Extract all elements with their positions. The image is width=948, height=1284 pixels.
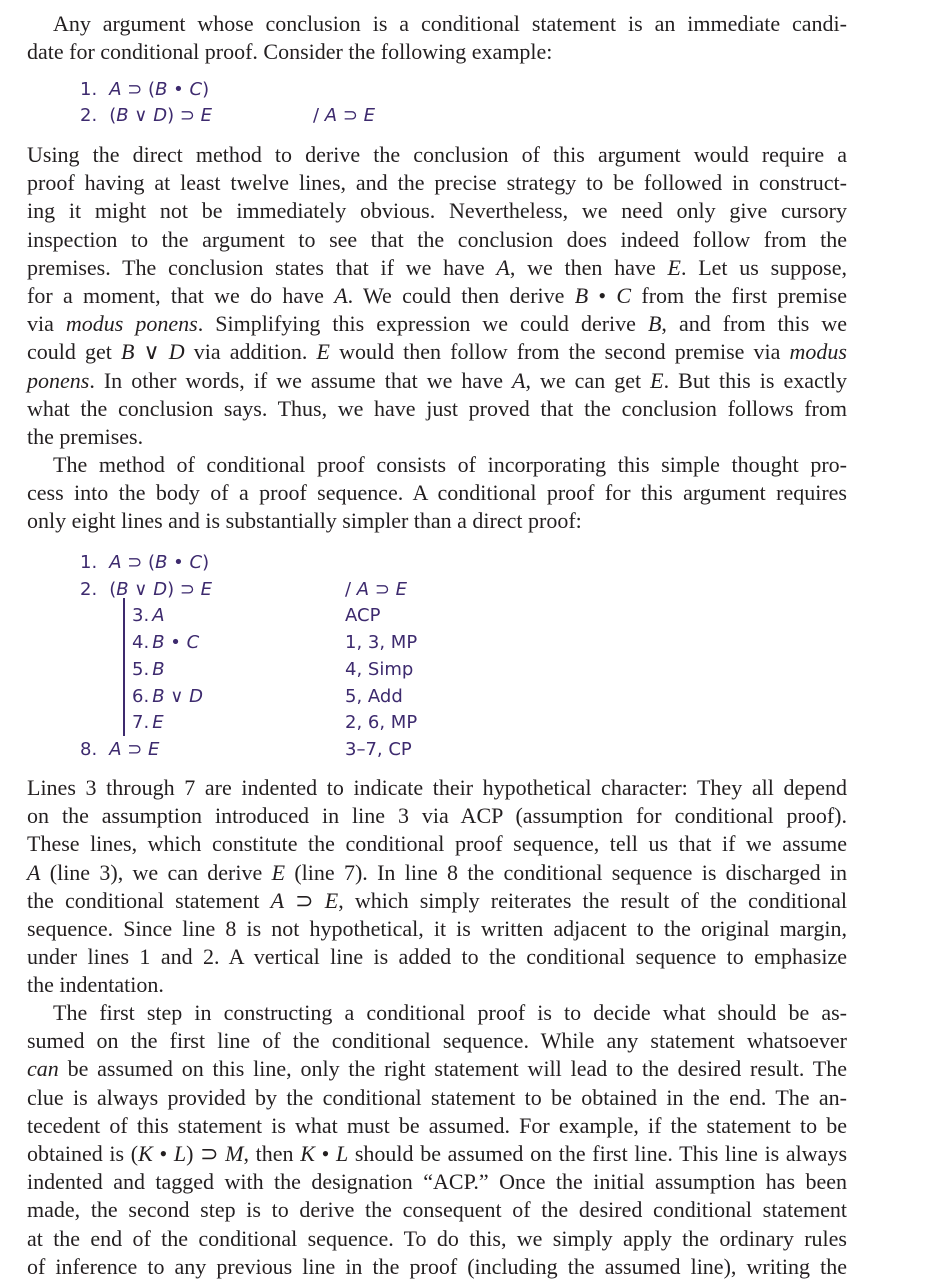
text-run: for a moment, that we do have xyxy=(27,282,335,308)
text-run: The method of conditional proof consists of incorporating this simple thought pro- xyxy=(53,452,847,477)
line-number: 1. xyxy=(80,79,98,100)
text-run: • xyxy=(314,1140,336,1166)
text-run: would then follow from the second premise via xyxy=(329,339,790,365)
text-run: , we then have xyxy=(509,254,668,280)
text-line xyxy=(27,423,847,451)
text-line xyxy=(27,1027,847,1055)
text-run: ∨ xyxy=(128,105,154,126)
italic-text: B xyxy=(152,632,165,654)
text-line xyxy=(27,1253,847,1281)
italic-text: E xyxy=(200,105,213,126)
text-run: cess into the body of a proof sequence. A conditional proof for this argument requires xyxy=(27,480,847,506)
italic-text: A xyxy=(270,887,285,913)
italic-text: B xyxy=(647,311,662,337)
justification xyxy=(345,603,380,629)
text-run: • xyxy=(588,282,617,308)
text-line xyxy=(27,254,847,282)
italic-text: E xyxy=(271,859,286,885)
text-line xyxy=(27,282,847,310)
text-run: . Simplifying this expression we could derive xyxy=(197,311,648,337)
text-run: of inference to any previous line in the proof (including the assumed line), writing the xyxy=(27,1253,847,1279)
italic-text: E xyxy=(363,105,376,126)
justification xyxy=(345,577,407,603)
text-line xyxy=(27,887,847,915)
line-number: 2. xyxy=(80,105,98,126)
text-run: • xyxy=(152,1140,174,1166)
text-line xyxy=(27,802,847,830)
text-run: ⊃ xyxy=(369,578,396,600)
text-run: 4, Simp xyxy=(345,658,414,680)
italic-text: B xyxy=(152,685,165,707)
text-line xyxy=(27,859,847,887)
italic-text: L xyxy=(335,1140,349,1166)
text-line xyxy=(27,1168,847,1196)
paragraph-direct-method xyxy=(27,141,847,451)
text-line xyxy=(27,338,847,366)
formula xyxy=(109,105,212,126)
italic-text: C xyxy=(189,79,203,100)
formula xyxy=(109,579,212,600)
text-run: (line 3), we can derive xyxy=(40,859,272,885)
proof-line-6 xyxy=(132,684,203,710)
text-run: the indentation. xyxy=(27,972,164,998)
italic-text: D xyxy=(153,105,168,126)
text-run: Any argument whose conclusion is a conditional statement is an immediate candi- xyxy=(53,11,847,36)
text-line xyxy=(27,943,847,971)
line-number: 5. xyxy=(132,658,150,680)
text-run: ∨ xyxy=(128,578,154,600)
text-run: Using the direct method to derive the conclusion of this argument would require a xyxy=(27,142,847,167)
italic-text: A xyxy=(512,367,526,393)
text-run: tecedent of this statement is what must be assumed. For example, if the statement to be xyxy=(27,1112,847,1138)
formula xyxy=(152,632,199,653)
proof-line-3 xyxy=(132,603,165,629)
italic-text: modus ponens xyxy=(65,311,198,337)
italic-text: C xyxy=(616,282,632,308)
justification xyxy=(345,630,417,656)
italic-text: E xyxy=(395,578,408,600)
line-number: 1. xyxy=(80,552,98,573)
text-line xyxy=(27,1225,847,1253)
proof-line-1 xyxy=(80,77,209,103)
text-run: / xyxy=(345,578,357,600)
paragraph-first-step xyxy=(27,999,847,1281)
line-number: 7. xyxy=(132,712,150,734)
text-line xyxy=(27,10,847,38)
paragraph-conditional-method xyxy=(27,451,847,536)
italic-text: E xyxy=(650,367,664,393)
line-number: 4. xyxy=(132,632,150,654)
italic-text: B xyxy=(152,658,165,680)
text-run: obtained is ( xyxy=(27,1140,139,1166)
conditional-sequence-bar xyxy=(123,598,125,736)
text-run: ) ⊃ xyxy=(186,1140,226,1166)
text-line xyxy=(27,38,847,66)
text-run: Lines 3 through 7 are indented to indicate their hypothetical character: They all depend xyxy=(27,775,847,800)
text-line xyxy=(27,1055,847,1083)
italic-text: D xyxy=(168,339,185,365)
text-line xyxy=(27,1140,847,1168)
paragraph-intro xyxy=(27,10,847,66)
justification xyxy=(345,684,403,710)
italic-text: A xyxy=(109,79,122,100)
text-run: clue is always provided by the conditional statement to be obtained in the end. The an- xyxy=(27,1084,847,1110)
italic-text: modus xyxy=(789,339,847,365)
text-run: ( xyxy=(109,578,117,600)
formula xyxy=(109,552,209,573)
text-line xyxy=(27,226,847,254)
line-number: 3. xyxy=(132,605,150,627)
text-run: ⊃ xyxy=(121,738,149,760)
formula xyxy=(152,712,163,733)
text-line xyxy=(27,1196,847,1224)
proof-line-1 xyxy=(80,550,209,576)
italic-text: A xyxy=(109,552,122,573)
text-run: premises. The conclusion states that if we have xyxy=(27,254,497,280)
text-line xyxy=(27,830,847,858)
italic-text: L xyxy=(173,1140,187,1166)
justification xyxy=(345,737,412,763)
italic-text: E xyxy=(200,578,213,600)
text-run: on the assumption introduced in line 3 via ACP (assumption for conditional proof). xyxy=(27,803,847,829)
italic-text: B xyxy=(155,552,168,573)
italic-text: A xyxy=(109,738,122,760)
text-run: ∨ xyxy=(134,339,169,365)
italic-text: C xyxy=(186,632,200,654)
text-run: sequence. Since line 8 is not hypothetical, it is written adjacent to the original margin, xyxy=(27,915,847,941)
text-run: could get xyxy=(27,339,121,365)
italic-text: A xyxy=(334,282,348,308)
text-line xyxy=(27,169,847,197)
text-run: / xyxy=(313,105,325,126)
italic-text: B xyxy=(155,79,168,100)
italic-text: E xyxy=(152,712,164,734)
text-run: . We could then derive xyxy=(347,282,575,308)
text-run: 2, 6, MP xyxy=(345,712,418,734)
proof-line-2 xyxy=(80,103,212,129)
text-run: • xyxy=(167,79,190,100)
italic-text: can xyxy=(27,1056,59,1082)
text-run: ) xyxy=(202,79,210,100)
proof-line-2 xyxy=(80,577,212,603)
text-run: should be assumed on the first line. This line is always xyxy=(348,1140,848,1166)
text-run: the conditional statement xyxy=(27,887,271,913)
proof-line-5 xyxy=(132,657,165,683)
italic-text: A xyxy=(324,105,338,126)
text-run: the premises. xyxy=(27,423,144,449)
text-run: ⊃ xyxy=(284,887,325,913)
italic-text: K xyxy=(300,1140,315,1166)
text-line xyxy=(27,395,847,423)
line-number: 6. xyxy=(132,685,150,707)
italic-text: E xyxy=(324,887,339,913)
text-run: from the first premise xyxy=(631,282,847,308)
text-run: , then xyxy=(243,1140,301,1166)
text-run: ( xyxy=(109,105,117,126)
text-run: . But this is exactly xyxy=(663,367,848,393)
text-run: ∨ xyxy=(164,685,190,707)
text-line xyxy=(27,1084,847,1112)
justification xyxy=(313,103,375,129)
formula xyxy=(152,605,164,626)
italic-text: K xyxy=(138,1140,153,1166)
text-line xyxy=(27,197,847,225)
italic-text: C xyxy=(189,552,203,573)
text-run: (line 7). In line 8 the conditional sequence is discharged in xyxy=(285,859,847,885)
text-run: ing it might not be immediately obvious. Nevertheless, we need only give cursory xyxy=(27,198,847,224)
text-run: These lines, which constitute the conditional proof sequence, tell us that if we assume xyxy=(27,831,847,857)
line-number: 2. xyxy=(80,578,98,600)
justification xyxy=(345,710,417,736)
text-run: ⊃ xyxy=(337,105,364,126)
text-run: date for conditional proof. Consider the following example: xyxy=(27,39,553,65)
italic-text: B xyxy=(574,282,589,308)
proof-line-7 xyxy=(132,710,164,736)
text-run: via addition. xyxy=(184,339,317,365)
italic-text: B xyxy=(116,105,129,126)
formula xyxy=(152,686,203,707)
text-line xyxy=(27,1112,847,1140)
text-line xyxy=(27,507,847,535)
italic-text: M xyxy=(225,1140,244,1166)
text-run: via xyxy=(27,311,66,337)
text-run: 1, 3, MP xyxy=(345,632,418,654)
proof-line-8 xyxy=(80,737,159,763)
text-line xyxy=(27,310,847,338)
text-run: at the end of the conditional sequence. To do this, we simply apply the ordinary rules xyxy=(27,1225,847,1251)
text-line xyxy=(27,999,847,1027)
italic-text: B xyxy=(116,578,129,600)
text-run: • xyxy=(167,552,190,573)
italic-text: ponens xyxy=(27,367,90,393)
text-run: , we can get xyxy=(525,367,651,393)
text-run: made, the second step is to derive the consequent of the desired conditional statement xyxy=(27,1197,847,1223)
italic-text: A xyxy=(356,578,370,600)
text-run: under lines 1 and 2. A vertical line is added to the conditional sequence to emphasize xyxy=(27,944,847,970)
text-run: proof having at least twelve lines, and the precise strategy to be followed in construct- xyxy=(27,170,847,196)
text-line xyxy=(27,774,847,802)
text-run: 5, Add xyxy=(345,685,403,707)
italic-text: E xyxy=(316,339,330,365)
text-line xyxy=(27,141,847,169)
text-run: be assumed on this line, only the right statement will lead to the desired result. The xyxy=(58,1056,847,1082)
italic-text: A xyxy=(496,254,510,280)
text-run: only eight lines and is substantially simpler than a direct proof: xyxy=(27,508,582,534)
justification xyxy=(345,657,413,683)
text-run: what the conclusion says. Thus, we have just proved that the conclusion follows from xyxy=(27,395,847,421)
text-run: • xyxy=(164,632,187,654)
text-run: 3–7, CP xyxy=(345,738,412,760)
italic-text: E xyxy=(667,254,681,280)
text-run: ) ⊃ xyxy=(167,578,201,600)
text-run: ⊃ ( xyxy=(121,552,156,573)
formula xyxy=(109,739,159,760)
text-run: ACP xyxy=(345,605,381,627)
text-line xyxy=(27,915,847,943)
text-run: inspection to the argument to see that the conclusion does indeed follow from the xyxy=(27,226,847,252)
text-run: ) ⊃ xyxy=(167,105,201,126)
text-run: . In other words, if we assume that we have xyxy=(89,367,512,393)
text-run: The first step in constructing a conditional proof is to decide what should be as- xyxy=(53,1000,847,1025)
paragraph-indentation-explanation xyxy=(27,774,847,1000)
italic-text: D xyxy=(153,578,168,600)
text-run: . Let us suppose, xyxy=(680,254,848,280)
line-number: 8. xyxy=(80,738,98,760)
text-line xyxy=(27,367,847,395)
text-line xyxy=(27,971,847,999)
formula xyxy=(109,79,209,100)
text-line xyxy=(27,451,847,479)
italic-text: D xyxy=(189,685,204,707)
text-line xyxy=(27,479,847,507)
text-run: , and from this we xyxy=(661,311,847,337)
italic-text: A xyxy=(152,605,165,627)
text-run: ⊃ ( xyxy=(121,79,156,100)
text-run: ) xyxy=(202,552,210,573)
italic-text: B xyxy=(120,339,135,365)
italic-text: E xyxy=(148,738,160,760)
formula xyxy=(152,659,164,680)
text-run: indented and tagged with the designation “ACP.” Once the initial assumption has been xyxy=(27,1169,847,1195)
text-run: sumed on the first line of the conditional sequence. While any statement whatsoever xyxy=(27,1028,847,1054)
text-run: , which simply reiterates the result of the conditional xyxy=(338,887,847,913)
italic-text: A xyxy=(27,859,41,885)
proof-line-4 xyxy=(132,630,199,656)
